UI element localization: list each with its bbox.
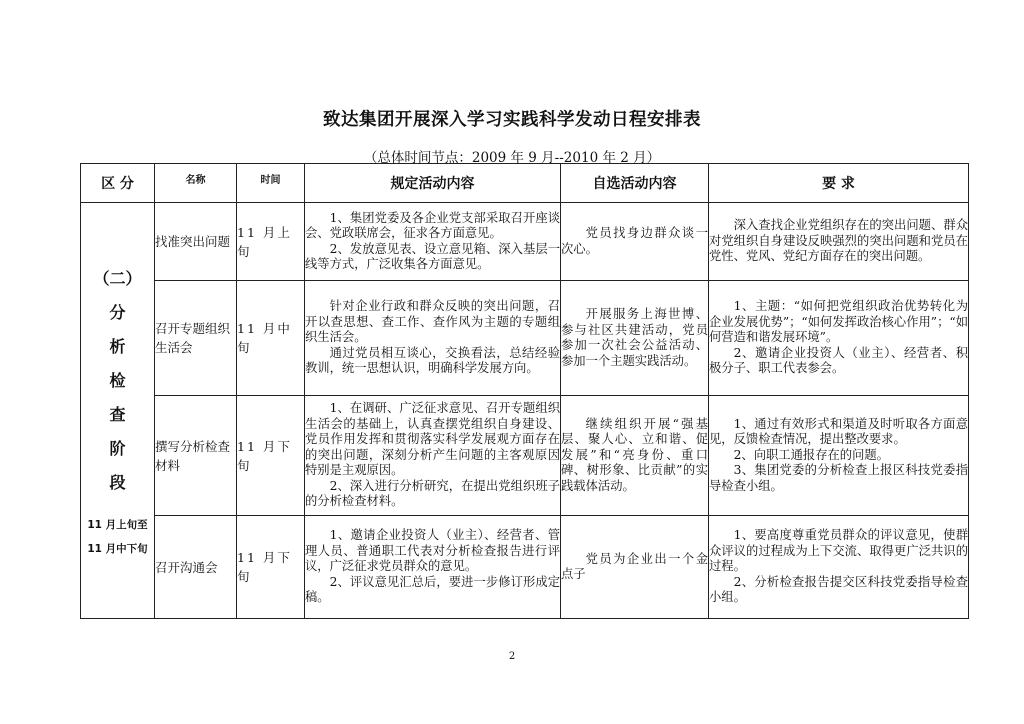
phase-label-line: 分: [109, 302, 126, 322]
time-cell: 11 月下旬: [237, 396, 305, 516]
time-cell: 11 月中旬: [237, 281, 305, 396]
paragraph: 1、在调研、广泛征求意见、召开专题组织生活会的基础上，认真查摆党组织自身建设、党员作用发挥和贯彻落实科学发展观方面存在的突出问题，深刻分析产生问题的主客观原因特别是主观原因。: [305, 401, 560, 478]
phase-date-line: 11 月中下旬: [87, 542, 148, 555]
paragraph: 1、通过有效形式和渠道及时听取各方面意见，反馈检查情况，提出整改要求。: [709, 416, 968, 447]
phase-label-line: 查: [109, 404, 126, 424]
paragraph: 2、深入进行分析研究，在提出党组织班子的分析检查材料。: [305, 478, 560, 509]
paragraph: 2、邀请企业投资人（业主）、经营者、积极分子、职工代表参会。: [709, 345, 968, 376]
paragraph: 2、分析检查报告提交区科技党委指导检查小组。: [709, 574, 968, 605]
header-row: [81, 164, 969, 203]
table-row: [81, 281, 969, 396]
item-cell: 召开专题组织生活会: [155, 281, 237, 396]
header-phase: 区 分: [81, 164, 155, 203]
phase-date-line: 11 月上旬至: [87, 518, 148, 531]
page-number: 2: [508, 651, 516, 662]
required-activity-cell: [305, 516, 561, 619]
paragraph: 通过党员相互谈心，交换看法，总结经验教训，统一思想认识，明确科学发展方向。: [305, 345, 560, 376]
header-optional: 自选活动内容: [561, 164, 709, 203]
table-row: [81, 396, 969, 516]
header-time: 时间: [237, 164, 305, 203]
requirement-cell: [709, 516, 969, 619]
paragraph: 1、邀请企业投资人（业主）、经营者、管理人员、普通职工代表对分析检查报告进行评议，广泛征求党员群众的意见。: [305, 528, 560, 574]
paragraph: 针对企业行政和群众反映的突出问题，召开以查思想、查工作、查作风为主题的专题组织生活会。: [305, 299, 560, 345]
paragraph: 1、要高度尊重党员群众的评议意见，使群众评议的过程成为上下交流、取得更广泛共识的过程。: [709, 528, 968, 574]
optional-activity-cell: [561, 203, 709, 281]
required-activity-cell: [305, 203, 561, 281]
requirement-cell: [709, 281, 969, 396]
table-row: [81, 203, 969, 281]
paragraph: 深入查找企业党组织存在的突出问题、群众对党组织自身建设反映强烈的突出问题和党员在党性、党风、党纪方面存在的突出问题。: [709, 218, 968, 264]
document-title: 致达集团开展深入学习实践科学发动日程安排表: [323, 110, 701, 130]
paragraph: 继续组织开展“强基层、聚人心、立和谐、促发展”和“亮身份、重口碑、树形象、比贡献”的实践载体活动。: [561, 416, 708, 493]
document-subtitle: （总体时间节点：2009 年 9 月--2010 年 2 月）: [363, 150, 661, 166]
phase-label-line: 检: [109, 370, 126, 390]
table-row: [81, 516, 969, 619]
item-cell: 撰写分析检查材料: [155, 396, 237, 516]
requirement-cell: [709, 396, 969, 516]
optional-activity-cell: [561, 281, 709, 396]
header-item: 名称: [155, 164, 237, 203]
schedule-table: [80, 163, 969, 619]
phase-cell: [81, 203, 155, 619]
paragraph: 1、集团党委及各企业党支部采取召开座谈会、党政联席会，征求各方面意见。: [305, 210, 560, 240]
phase-label-line: （二）: [93, 268, 142, 288]
paragraph: 2、向职工通报存在的问题。: [733, 447, 889, 462]
paragraph: 2、发放意见表、设立意见箱、深入基层一线等方式，广泛收集各方面意见。: [305, 241, 560, 271]
time-cell: 11 月下旬: [237, 516, 305, 619]
optional-activity-cell: [561, 396, 709, 516]
phase-label-line: 阶: [109, 438, 126, 458]
paragraph: 2、评议意见汇总后，要进一步修订形成定稿。: [305, 574, 560, 605]
phase-label-line: 析: [109, 336, 126, 356]
paragraph: 党员找身边群众谈一次心。: [561, 226, 708, 256]
optional-activity-cell: [561, 516, 709, 619]
paragraph: 党员为企业出一个金点子: [561, 551, 708, 581]
header-required: 规定活动内容: [305, 164, 561, 203]
paragraph: 1、主题：“如何把党组织政治优势转化为企业发展优势”；“如何发挥政治核心作用”；“如何营造和谐发展环境”。: [709, 299, 968, 345]
item-cell: 找准突出问题: [155, 203, 237, 281]
required-activity-cell: [305, 396, 561, 516]
requirement-cell: [709, 203, 969, 281]
paragraph: 3、集团党委的分析检查上报区科技党委指导检查小组。: [709, 463, 968, 493]
header-demand: 要 求: [709, 164, 969, 203]
time-cell: 11 月上旬: [237, 203, 305, 281]
item-cell: 召开沟通会: [155, 516, 237, 619]
phase-label-line: 段: [109, 472, 126, 492]
paragraph: 开展服务上海世博、参与社区共建活动，党员参加一次社会公益活动、参加一个主题实践活动。: [561, 307, 708, 368]
required-activity-cell: [305, 281, 561, 396]
